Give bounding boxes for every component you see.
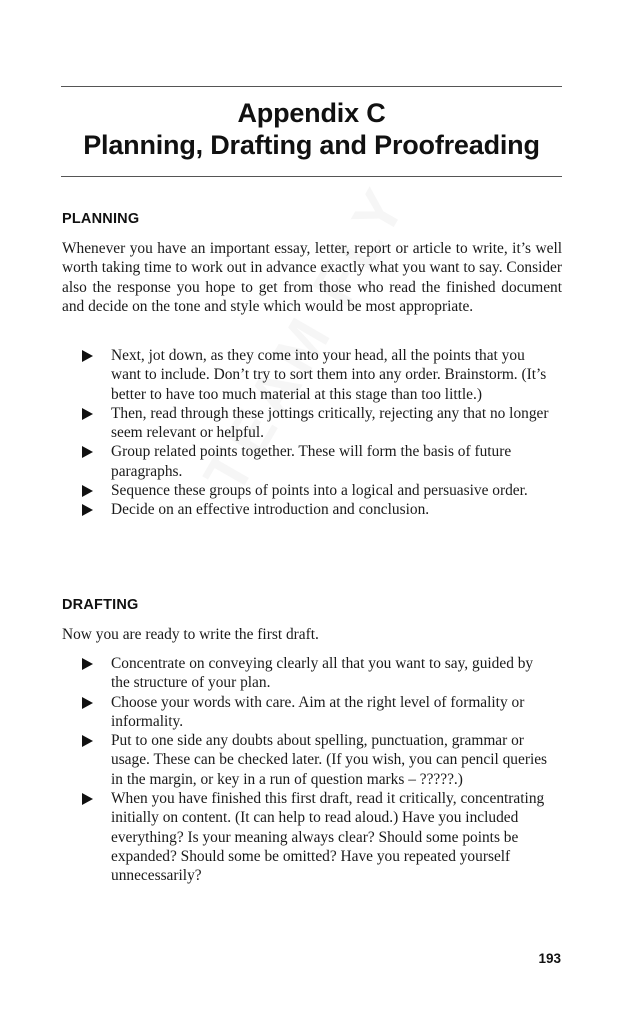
list-item-text: Put to one side any doubts about spelling, punctuation, grammar or usage. These can be checked later. (If you wish, you can pencil queries in the margin, or key in a run of question marks – ?????.) <box>111 732 548 788</box>
list-item-text: Next, jot down, as they come into your head, all the points that you want to include. Don’t try to sort them into any order. Brainstorm. (It’s better to have too much material at this stage than too little.) <box>111 347 547 403</box>
drafting-intro-paragraph: Now you are ready to write the first draft. <box>62 626 319 643</box>
list-item <box>80 346 562 404</box>
bottom-rule <box>61 176 562 177</box>
list-item <box>80 481 562 500</box>
list-item <box>80 500 562 519</box>
planning-intro-paragraph: Whenever you have an important essay, letter, report or article to write, it’s well worth taking time to work out in advance exactly what you want to say. Consider also the response you hope to get from those who read the finished document and decide on the tone and style which would be most appropriate. <box>62 240 562 315</box>
list-item <box>80 731 562 789</box>
arrow-bullet-icon <box>82 504 93 516</box>
list-item <box>80 693 562 732</box>
section-heading-planning: PLANNING <box>62 211 140 227</box>
drafting-bullet-list <box>80 654 562 886</box>
top-rule <box>61 86 562 87</box>
list-item <box>80 789 562 885</box>
arrow-bullet-icon <box>82 735 93 747</box>
list-item <box>80 654 562 693</box>
list-item-text: Choose your words with care. Aim at the right level of formality or informality. <box>111 693 525 730</box>
section-heading-drafting: DRAFTING <box>62 597 139 613</box>
arrow-bullet-icon <box>82 485 93 497</box>
arrow-bullet-icon <box>82 697 93 709</box>
arrow-bullet-icon <box>82 408 93 420</box>
page-title <box>61 97 562 161</box>
planning-bullet-list <box>80 346 562 520</box>
arrow-bullet-icon <box>82 658 93 670</box>
list-item-text: When you have finished this first draft, read it critically, concentrating initially on content. (It can help to read aloud.) Have you included everything? Is your meaning always clear? Should some points be expanded? Should some be omitted? Have you repeated yourself unnecessarily? <box>111 790 545 885</box>
list-item-text: Group related points together. These will form the basis of future paragraphs. <box>111 443 512 480</box>
list-item <box>80 404 562 443</box>
list-item-text: Concentrate on conveying clearly all that you want to say, guided by the structure of your plan. <box>111 655 534 692</box>
page-number: 193 <box>538 951 561 966</box>
arrow-bullet-icon <box>82 446 93 458</box>
list-item-text: Decide on an effective introduction and conclusion. <box>111 501 430 519</box>
title-line-1: Appendix C <box>237 98 386 128</box>
list-item-text: Sequence these groups of points into a logical and persuasive order. <box>111 482 528 500</box>
arrow-bullet-icon <box>82 350 93 362</box>
arrow-bullet-icon <box>82 793 93 805</box>
title-line-2: Planning, Drafting and Proofreading <box>83 130 540 160</box>
list-item <box>80 442 562 481</box>
list-item-text: Then, read through these jottings critically, rejecting any that no longer seem relevant or helpful. <box>111 404 549 442</box>
